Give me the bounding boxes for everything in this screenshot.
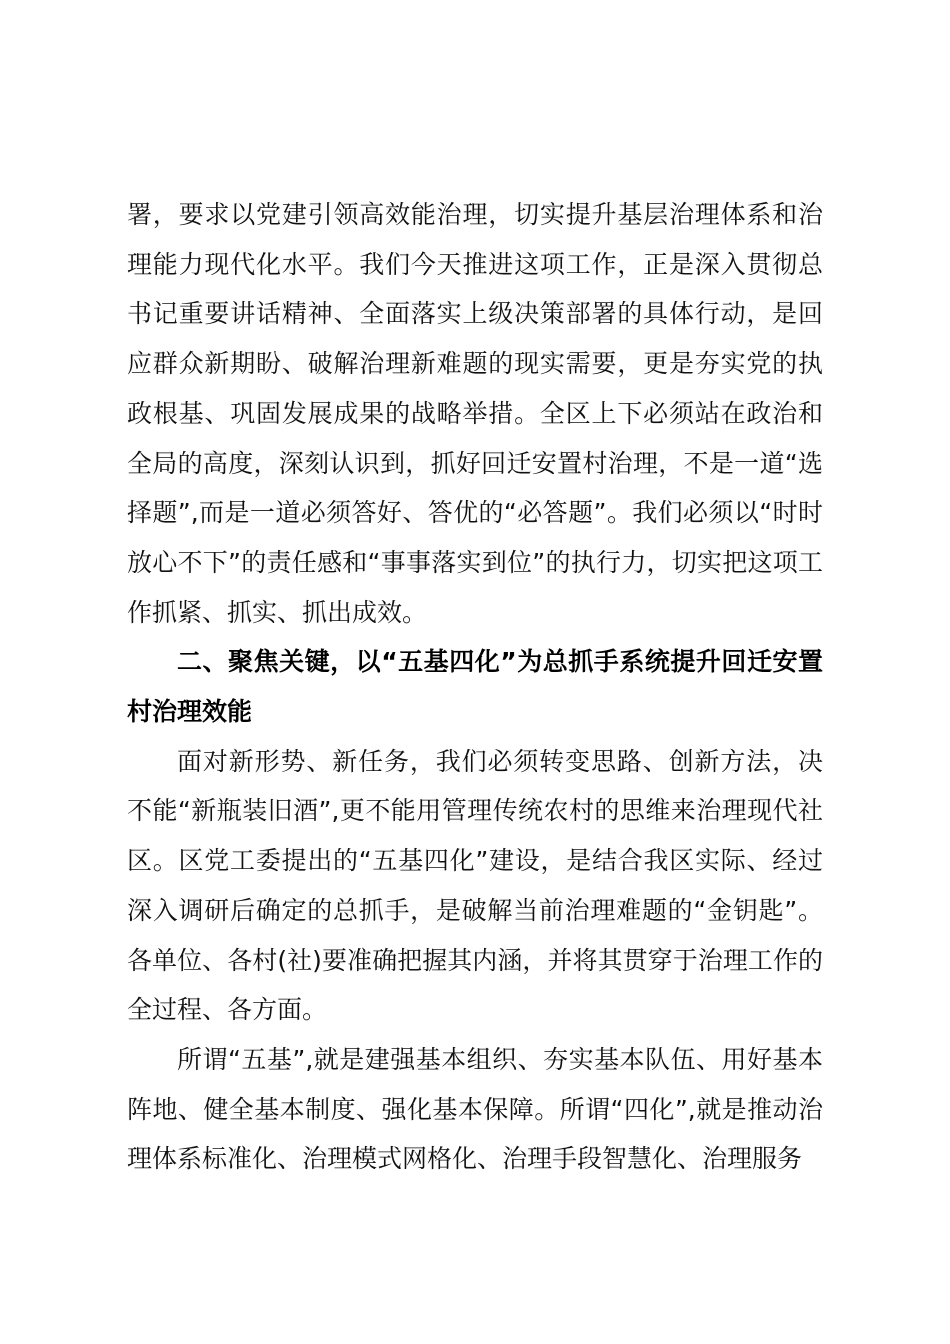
paragraph-continuation: 署，要求以党建引领高效能治理，切实提升基层治理体系和治理能力现代化水平。我们今天推进这项工作，正是深入贯彻总书记重要讲话精神、全面落实上级决策部署的具体行动，是回应群众新期盼、破解治理新难题的现实需要，更是夯实党的执政根基、巩固发展成果的战略举措。全区上下必须站在政治和全局的高度，深刻认识到，抓好回迁安置村治理，不是一道“选择题”,而是一道必须答好、答优的“必答题”。我们必须以“时时放心不下”的责任感和“事事落实到位”的执行力，切实把这项工作抓紧、抓实、抓出成效。 xyxy=(127,200,823,627)
section-heading: 二、聚焦关键，以“五基四化”为总抓手系统提升回迁安置村治理效能 xyxy=(127,647,823,727)
document-page xyxy=(127,190,823,1184)
paragraph-body: 面对新形势、新任务，我们必须转变思路、创新方法，决不能“新瓶装旧酒”,更不能用管理传统农村的思维来治理现代社区。区党工委提出的“五基四化”建设，是结合我区实际、经过深入调研后确定的总抓手，是破解当前治理难题的“金钥匙”。各单位、各村(社)要准确把握其内涵，并将其贯穿于治理工作的全过程、各方面。 xyxy=(127,746,823,1025)
paragraph-body: 所谓“五基”,就是建强基本组织、夯实基本队伍、用好基本阵地、健全基本制度、强化基本保障。所谓“四化”,就是推动治理体系标准化、治理模式网格化、治理手段智慧化、治理服务 xyxy=(127,1044,823,1174)
